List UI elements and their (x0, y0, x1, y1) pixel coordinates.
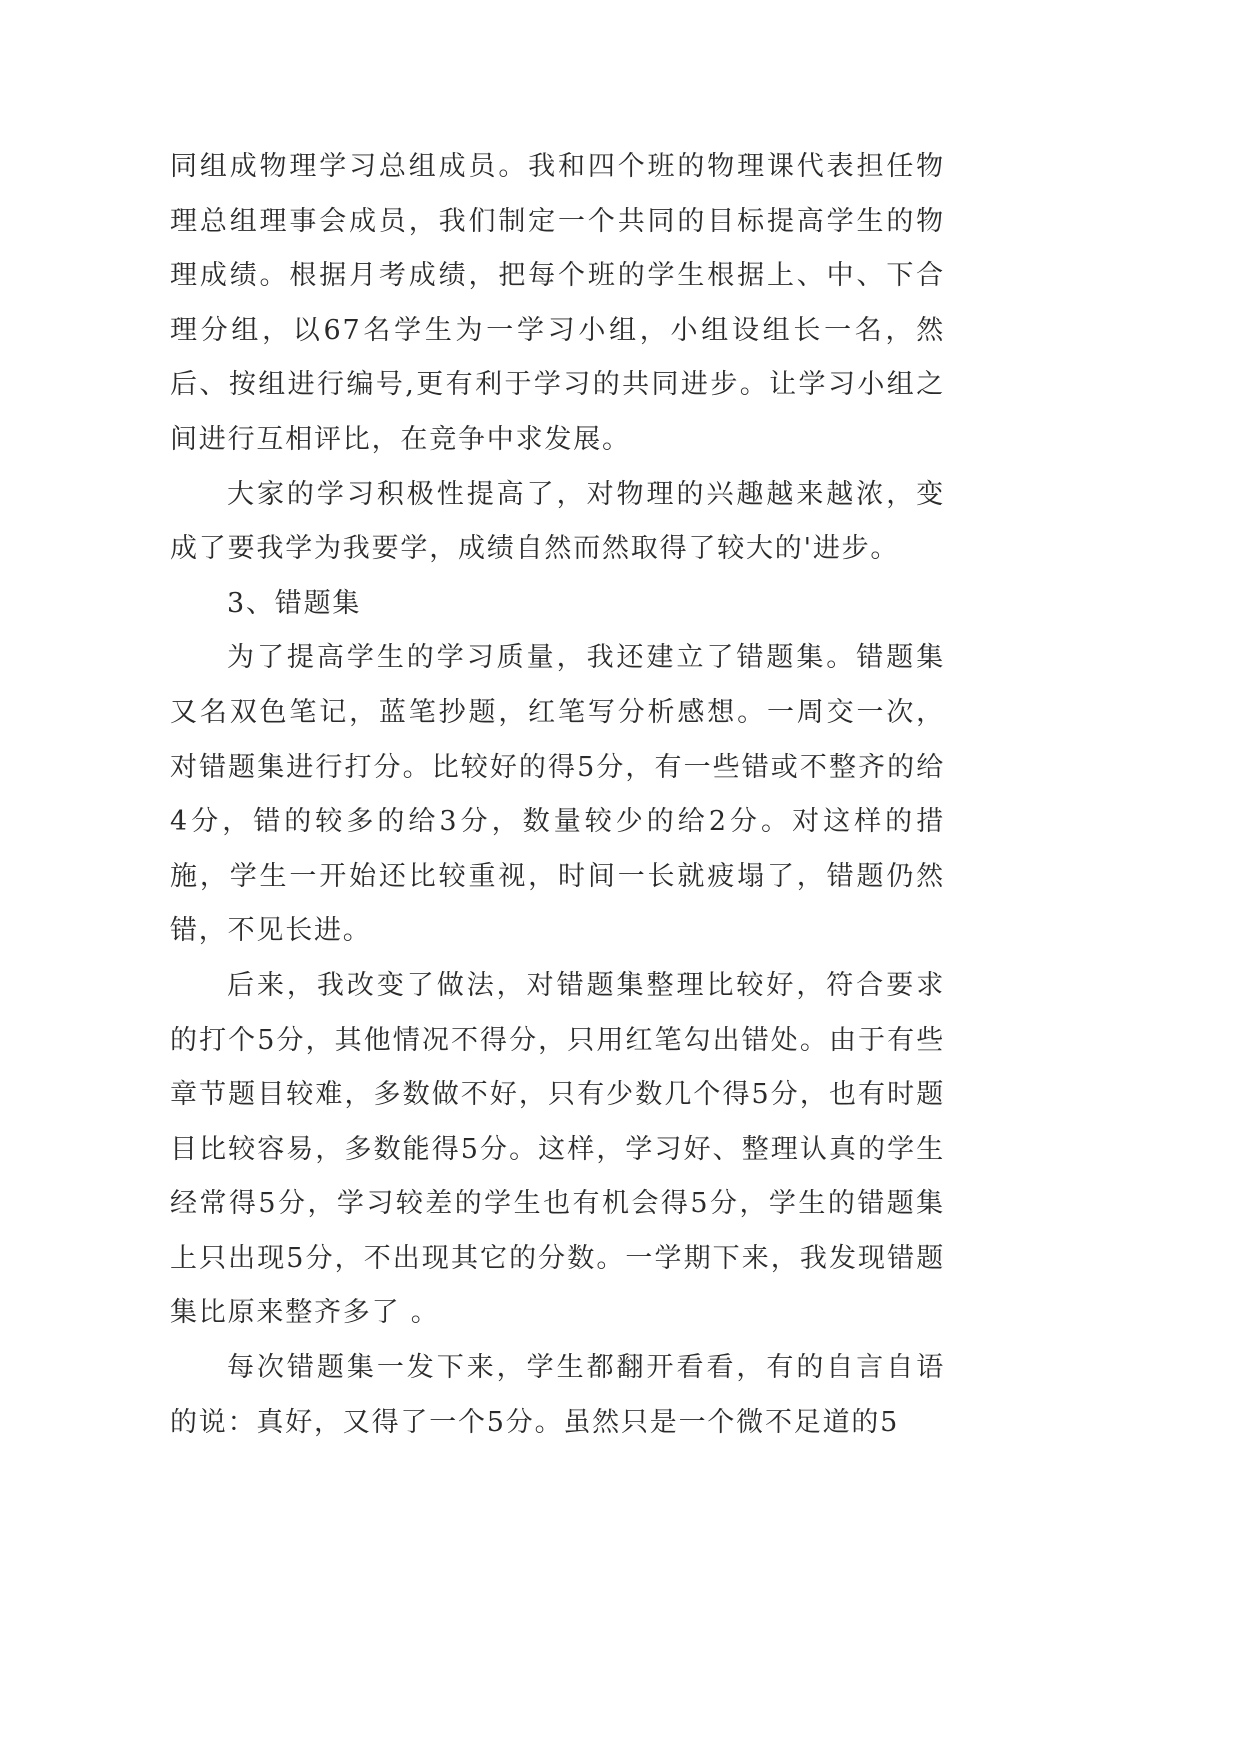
paragraph-student-reaction: 每次错题集一发下来，学生都翻开看看，有的自言自语的说：真好，又得了一个5分。虽然只是一个微不足道的5 (170, 1352, 945, 1438)
paragraph-enthusiasm: 大家的学习积极性提高了，对物理的兴趣越来越浓，变成了要我学为我要学，成绩自然而然取得了较大的'进步。 (170, 478, 945, 565)
paragraph-error-collection-intro: 为了提高学生的学习质量，我还建立了错题集。错题集又名双色笔记，蓝笔抄题，红笔写分析感想。一周交一次，对错题集进行打分。比较好的得5分，有一些错或不整齐的给4分，错的较多的给3分，数量较少的给2分。对这样的措施，学生一开始还比较重视，时间一长就疲塌了，错题仍然错，不见长进。 (170, 642, 945, 947)
paragraph-study-groups: 同组成物理学习总组成员。我和四个班的物理课代表担任物理总组理事会成员，我们制定一个共同的目标提高学生的物理成绩。根据月考成绩，把每个班的学生根据上、中、下合理分组，以67名学生为一学习小组，小组设组长一名，然后、按组进行编号,更有利于学习的共同进步。让学习小组之间进行互相评比，在竞争中求发展。 (170, 151, 945, 455)
section-heading-error-collection: 3、错题集 (227, 587, 362, 619)
paragraph-changed-method: 后来，我改变了做法，对错题集整理比较好，符合要求的打个5分，其他情况不得分，只用红笔勾出错处。由于有些章节题目较难，多数做不好，只有少数几个得5分，也有时题目比较容易，多数能得5分。这样，学习好、整理认真的学生经常得5分，学习较差的学生也有机会得5分，学生的错题集上只出现5分，不出现其它的分数。一学期下来，我发现错题集比原来整齐多了 。 (170, 969, 945, 1329)
document-body (170, 140, 945, 1450)
